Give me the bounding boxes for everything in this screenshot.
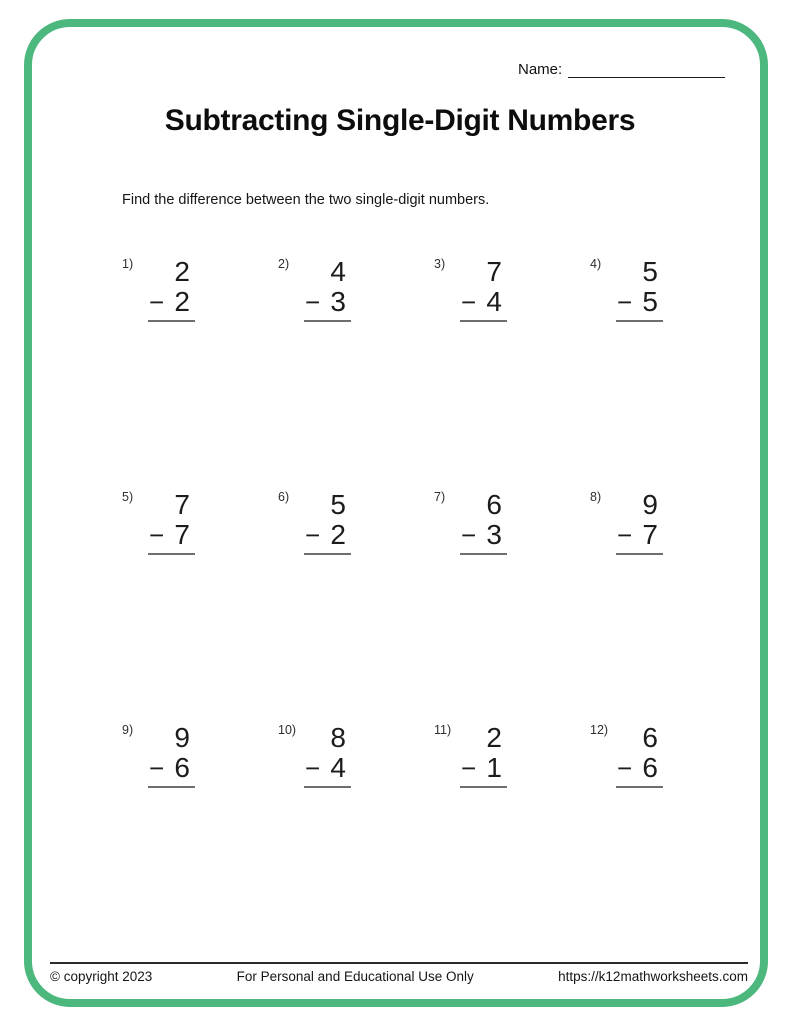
subtraction-row <box>460 520 507 550</box>
subtraction-problem <box>590 487 746 720</box>
subtraction-row <box>616 520 663 550</box>
problem-stack <box>460 720 507 788</box>
minus-sign: − <box>149 520 165 550</box>
problem-stack <box>304 254 351 322</box>
subtraction-row <box>304 287 351 317</box>
answer-line <box>148 786 195 788</box>
subtrahend: 6 <box>174 752 190 783</box>
minuend: 4 <box>330 256 346 287</box>
problem-number: 9) <box>122 723 134 737</box>
problem-number: 5) <box>122 490 134 504</box>
subtrahend: 6 <box>642 752 658 783</box>
problem-number: 4) <box>590 257 602 271</box>
minuend: 7 <box>174 489 190 520</box>
answer-line <box>616 320 663 322</box>
subtrahend: 2 <box>330 519 346 550</box>
minuend: 9 <box>174 722 190 753</box>
subtraction-problem <box>278 254 434 487</box>
answer-line <box>304 553 351 555</box>
answer-line <box>460 320 507 322</box>
footer-usage: For Personal and Educational Use Only <box>236 969 474 984</box>
subtrahend: 7 <box>642 519 658 550</box>
problem-stack <box>616 254 663 322</box>
problem-number: 3) <box>434 257 446 271</box>
minuend: 9 <box>642 489 658 520</box>
subtrahend: 4 <box>330 752 346 783</box>
footer <box>50 969 748 984</box>
problem-number: 10) <box>278 723 297 737</box>
minuend: 8 <box>330 722 346 753</box>
footer-url: https://k12mathworksheets.com <box>558 969 748 984</box>
problem-number: 7) <box>434 490 446 504</box>
minus-sign: − <box>461 287 477 317</box>
name-row <box>518 60 725 78</box>
answer-line <box>460 786 507 788</box>
minuend: 6 <box>486 489 502 520</box>
problem-stack <box>304 487 351 555</box>
problem-number: 1) <box>122 257 134 271</box>
answer-line <box>304 786 351 788</box>
minuend: 6 <box>642 722 658 753</box>
subtraction-row <box>460 287 507 317</box>
problem-stack <box>460 254 507 322</box>
minus-sign: − <box>461 520 477 550</box>
answer-line <box>460 553 507 555</box>
minus-sign: − <box>461 753 477 783</box>
answer-line <box>616 553 663 555</box>
problem-number: 2) <box>278 257 290 271</box>
problem-stack <box>148 487 195 555</box>
subtraction-problem <box>434 254 590 487</box>
subtraction-problem <box>590 254 746 487</box>
subtraction-problem <box>122 487 278 720</box>
problem-stack <box>148 720 195 788</box>
minus-sign: − <box>149 287 165 317</box>
problem-stack <box>616 720 663 788</box>
subtraction-problem <box>122 720 278 953</box>
problem-number: 11) <box>434 723 452 737</box>
subtraction-row <box>460 753 507 783</box>
footer-copyright: © copyright 2023 <box>50 969 153 984</box>
name-input-line[interactable] <box>568 60 725 78</box>
subtraction-problem <box>434 487 590 720</box>
minuend: 2 <box>486 722 502 753</box>
minus-sign: − <box>617 520 633 550</box>
answer-line <box>616 786 663 788</box>
subtrahend: 4 <box>486 286 502 317</box>
minuend: 5 <box>330 489 346 520</box>
problems-grid <box>122 254 746 953</box>
problem-stack <box>460 487 507 555</box>
answer-line <box>148 320 195 322</box>
subtrahend: 2 <box>174 286 190 317</box>
minus-sign: − <box>305 753 321 783</box>
problem-stack <box>304 720 351 788</box>
subtraction-problem <box>122 254 278 487</box>
minus-sign: − <box>305 520 321 550</box>
problem-stack <box>616 487 663 555</box>
subtraction-row <box>304 520 351 550</box>
subtraction-problem <box>278 720 434 953</box>
minus-sign: − <box>305 287 321 317</box>
subtraction-row <box>616 753 663 783</box>
problem-number: 6) <box>278 490 290 504</box>
subtraction-row <box>148 520 195 550</box>
answer-line <box>148 553 195 555</box>
subtraction-problem <box>278 487 434 720</box>
problem-number: 8) <box>590 490 602 504</box>
footer-divider <box>50 962 748 964</box>
minus-sign: − <box>617 753 633 783</box>
subtrahend: 1 <box>486 752 502 783</box>
problem-stack <box>148 254 195 322</box>
problem-number: 12) <box>590 723 609 737</box>
instructions-text: Find the difference between the two single-digit numbers. <box>122 192 490 208</box>
subtraction-problem <box>434 720 590 953</box>
subtrahend: 7 <box>174 519 190 550</box>
subtrahend: 5 <box>642 286 658 317</box>
minuend: 5 <box>642 256 658 287</box>
name-label: Name: <box>518 61 563 78</box>
minuend: 2 <box>174 256 190 287</box>
subtrahend: 3 <box>330 286 346 317</box>
minuend: 7 <box>486 256 502 287</box>
subtraction-row <box>616 287 663 317</box>
page-title: Subtracting Single-Digit Numbers <box>164 104 636 137</box>
subtraction-row <box>304 753 351 783</box>
minus-sign: − <box>617 287 633 317</box>
answer-line <box>304 320 351 322</box>
minus-sign: − <box>149 753 165 783</box>
subtraction-row <box>148 287 195 317</box>
subtraction-problem <box>590 720 746 953</box>
subtrahend: 3 <box>486 519 502 550</box>
subtraction-row <box>148 753 195 783</box>
